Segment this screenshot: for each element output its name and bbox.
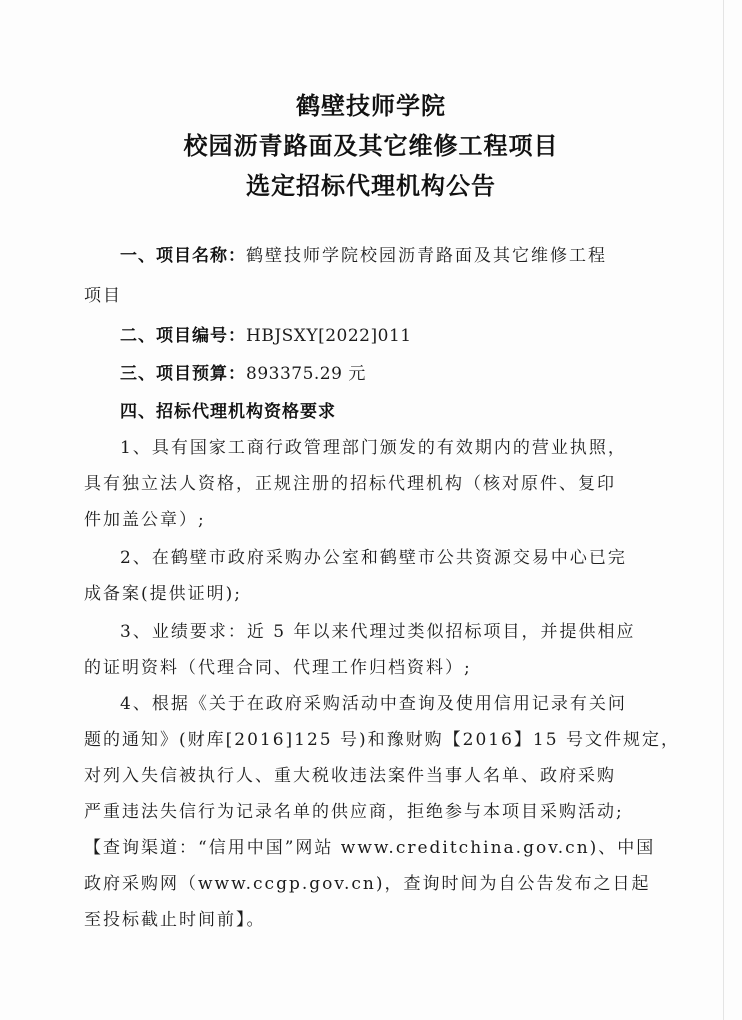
project-name-value: 鹤壁技师学院校园沥青路面及其它维修工程 — [246, 246, 607, 266]
project-name-row — [120, 244, 680, 268]
requirement-1-line-2: 具有独立法人资格，正规注册的招标代理机构（核对原件、复印 — [84, 474, 616, 494]
document-title-line-3: 选定招标代理机构公告 — [246, 172, 496, 200]
project-number-value: HBJSXY[2022]011 — [246, 326, 412, 346]
requirement-1-line-1: 1、具有国家工商行政管理部门颁发的有效期内的营业执照， — [120, 438, 627, 458]
requirement-4-line-4: 严重违法失信行为记录名单的供应商，拒绝参与本项目采购活动; — [84, 802, 624, 822]
requirement-4-line-7: 至投标截止时间前】。 — [84, 910, 266, 930]
requirement-4-line-6: 政府采购网（www.ccgp.gov.cn)，查询时间为自公告发布之日起 — [84, 874, 651, 894]
requirement-3-line-1: 3、业绩要求：近 5 年以来代理过类似招标项目，并提供相应 — [120, 622, 636, 642]
project-name-continuation: 项目 — [84, 286, 122, 306]
document-title-line-2: 校园沥青路面及其它维修工程项目 — [183, 132, 559, 160]
requirement-2-line-2: 成备案(提供证明); — [84, 584, 242, 604]
requirement-4-line-5: 【查询渠道：“信用中国”网站 www.creditchina.gov.cn)、中国 — [84, 838, 656, 858]
project-number-row — [120, 324, 680, 348]
project-number-label: 二、项目编号： — [120, 326, 246, 346]
requirement-4-line-3: 对列入失信被执行人、重大税收违法案件当事人名单、政府采购 — [84, 766, 616, 786]
document-title-line-1: 鹤壁技师学院 — [296, 92, 446, 120]
project-budget-label: 三、项目预算： — [120, 364, 246, 384]
project-budget-value: 893375.29 元 — [246, 364, 366, 384]
requirement-2-line-1: 2、在鹤壁市政府采购办公室和鹤壁市公共资源交易中心已完 — [120, 548, 627, 568]
requirement-3-line-2: 的证明资料（代理合同、代理工作归档资料）; — [84, 658, 472, 678]
project-budget-row — [120, 362, 680, 386]
requirement-1-line-3: 件加盖公章）; — [84, 510, 206, 530]
requirement-4-line-1: 4、根据《关于在政府采购活动中查询及使用信用记录有关问 — [120, 694, 627, 714]
qualification-heading: 四、招标代理机构资格要求 — [120, 402, 336, 422]
requirement-4-line-2: 题的通知》(财库[2016]125 号)和豫财购【2016】15 号文件规定， — [84, 730, 680, 750]
project-name-label: 一、项目名称： — [120, 246, 246, 266]
